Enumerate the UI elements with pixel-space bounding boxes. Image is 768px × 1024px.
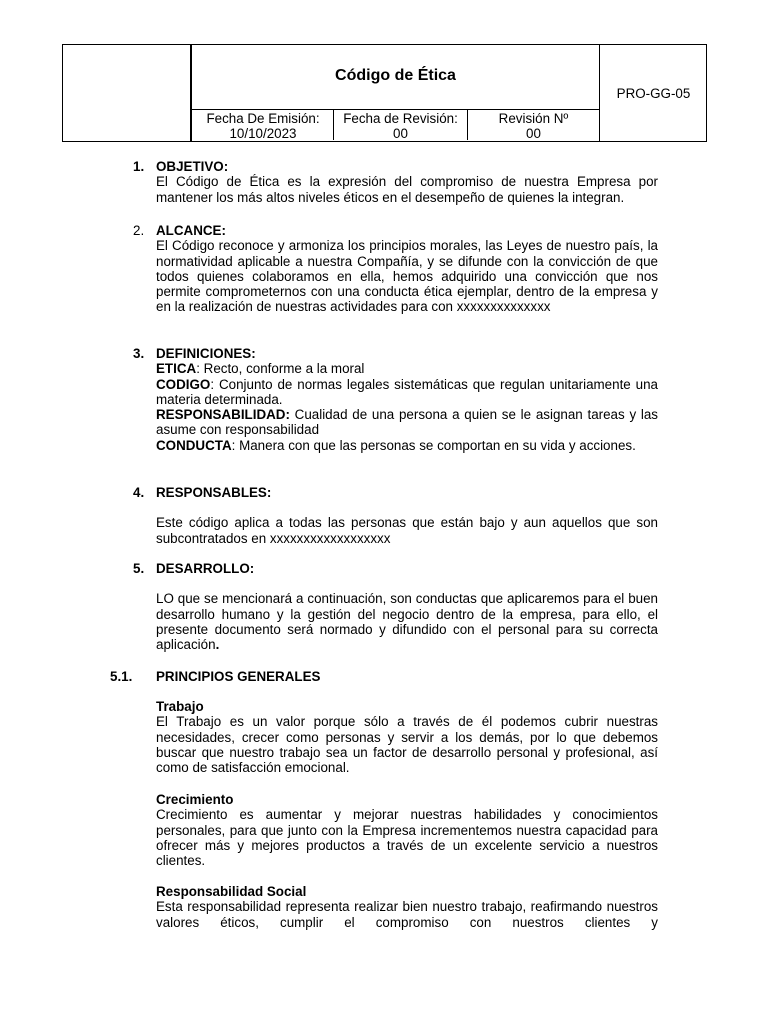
definition-text: Recto, conforme a la moral xyxy=(199,361,365,377)
header-logo-divider-inner xyxy=(191,45,192,141)
section-3-heading: DEFINICIONES: xyxy=(156,346,256,361)
definition-etica xyxy=(156,361,658,376)
section-5-1-number: 5.1. xyxy=(110,669,133,684)
section-5-number: 5. xyxy=(133,561,145,576)
section-4-number: 4. xyxy=(133,485,145,500)
section-2-number: 2. xyxy=(133,223,145,238)
principle-crecimiento xyxy=(156,792,658,868)
principle-text: El Trabajo es un valor porque sólo a través de él podemos cubrir nuestras necesidades, crecer como personas y servir a los demás, por lo que debemos buscar que nuestro trabajo sea un factor de desarrollo personal y profesional, así como de satisfacción emocional. xyxy=(156,714,658,776)
section-1 xyxy=(156,159,658,205)
revision-date-value: 00 xyxy=(393,126,408,141)
definition-codigo xyxy=(156,377,658,408)
section-4 xyxy=(156,485,658,546)
definition-separator: : xyxy=(196,361,200,377)
section-3 xyxy=(156,346,658,453)
revision-date-label: Fecha de Revisión: xyxy=(343,111,458,126)
principle-text: Crecimiento es aumentar y mejorar nuestras habilidades y conocimientos personales, para que junto con la Empresa incrementemos nuestra capacidad para ofrecer más y mejores productos a través de un excelente servicio a nuestros clientes. xyxy=(156,807,658,869)
section-2-text: El Código reconoce y armoniza los principios morales, las Leyes de nuestro país, la normatividad aplicable a nuestra Compañía, y se difunde con la convicción de que todos quienes colaboramos en ella, hemos adquirido una convicción que nos permite comprometernos con una conducta ética ejemplar, dentro de la empresa y en la realización de nuestras actividades para con xxxxxxxxxxxxxx xyxy=(156,238,658,315)
principle-responsabilidad-social xyxy=(156,884,658,930)
emission-date-cell xyxy=(193,110,333,140)
section-5-1-heading: PRINCIPIOS GENERALES xyxy=(156,669,321,684)
document-title: Código de Ética xyxy=(335,67,456,84)
section-1-text: El Código de Ética es la expresión del compromiso de nuestra Empresa por mantener los más altos niveles éticos en el desempeño de quienes la integran. xyxy=(156,174,658,205)
document-header-table xyxy=(62,44,707,142)
section-5-1 xyxy=(156,669,658,684)
definition-term: RESPONSABILIDAD: xyxy=(156,407,290,423)
section-4-heading: RESPONSABLES: xyxy=(156,485,272,500)
section-1-heading: OBJETIVO: xyxy=(156,159,229,174)
revision-number-value: 00 xyxy=(526,126,541,141)
header-code-divider xyxy=(599,45,600,141)
section-2-heading: ALCANCE: xyxy=(156,223,226,238)
section-1-number: 1. xyxy=(133,159,145,174)
emission-date-value: 10/10/2023 xyxy=(229,126,297,141)
section-5-heading: DESARROLLO: xyxy=(156,561,255,576)
section-5-text xyxy=(156,591,658,652)
section-5-end: . xyxy=(215,637,220,653)
principle-title: Crecimiento xyxy=(156,792,234,807)
definition-responsabilidad xyxy=(156,407,658,438)
document-code: PRO-GG-05 xyxy=(616,86,691,101)
definition-term: CONDUCTA xyxy=(156,437,232,453)
definition-separator: : xyxy=(231,437,236,453)
principle-title: Trabajo xyxy=(156,699,204,714)
revision-date-cell xyxy=(333,110,468,140)
section-5-body: LO que se mencionará a continuación, son conductas que aplicaremos para el buen desarrollo humano y la gestión del negocio dentro de la empresa, para ello, el presente documento será normado y difundido con el personal para su correcta aplicación xyxy=(156,591,658,653)
section-2 xyxy=(156,223,658,315)
definition-term: ETICA xyxy=(156,361,197,377)
emission-date-label: Fecha De Emisión: xyxy=(206,111,320,126)
definition-separator: : xyxy=(210,376,215,392)
section-5 xyxy=(156,561,658,652)
principle-text: Esta responsabilidad representa realizar bien nuestro trabajo, reafirmando nuestros valores éticos, cumplir el compromiso con nuestros clientes y xyxy=(156,899,658,930)
definition-text: Manera con que las personas se comportan en su vida y acciones. xyxy=(235,437,636,453)
principle-title: Responsabilidad Social xyxy=(156,884,307,899)
revision-number-cell xyxy=(468,110,599,140)
definition-conducta xyxy=(156,438,658,453)
section-3-number: 3. xyxy=(133,346,145,361)
definition-text: Cualidad de una persona a quien se le asignan tareas y las asume con responsabilidad xyxy=(156,407,658,438)
definition-text: Conjunto de normas legales sistemáticas que regulan unitariamente una materia determinada. xyxy=(156,376,658,407)
section-4-text: Este código aplica a todas las personas que están bajo y aun aquellos que son subcontratados en xxxxxxxxxxxxxxxxxx xyxy=(156,515,658,546)
principle-trabajo xyxy=(156,699,658,775)
revision-number-label: Revisión Nº xyxy=(498,111,569,126)
definition-term: CODIGO xyxy=(156,376,211,392)
